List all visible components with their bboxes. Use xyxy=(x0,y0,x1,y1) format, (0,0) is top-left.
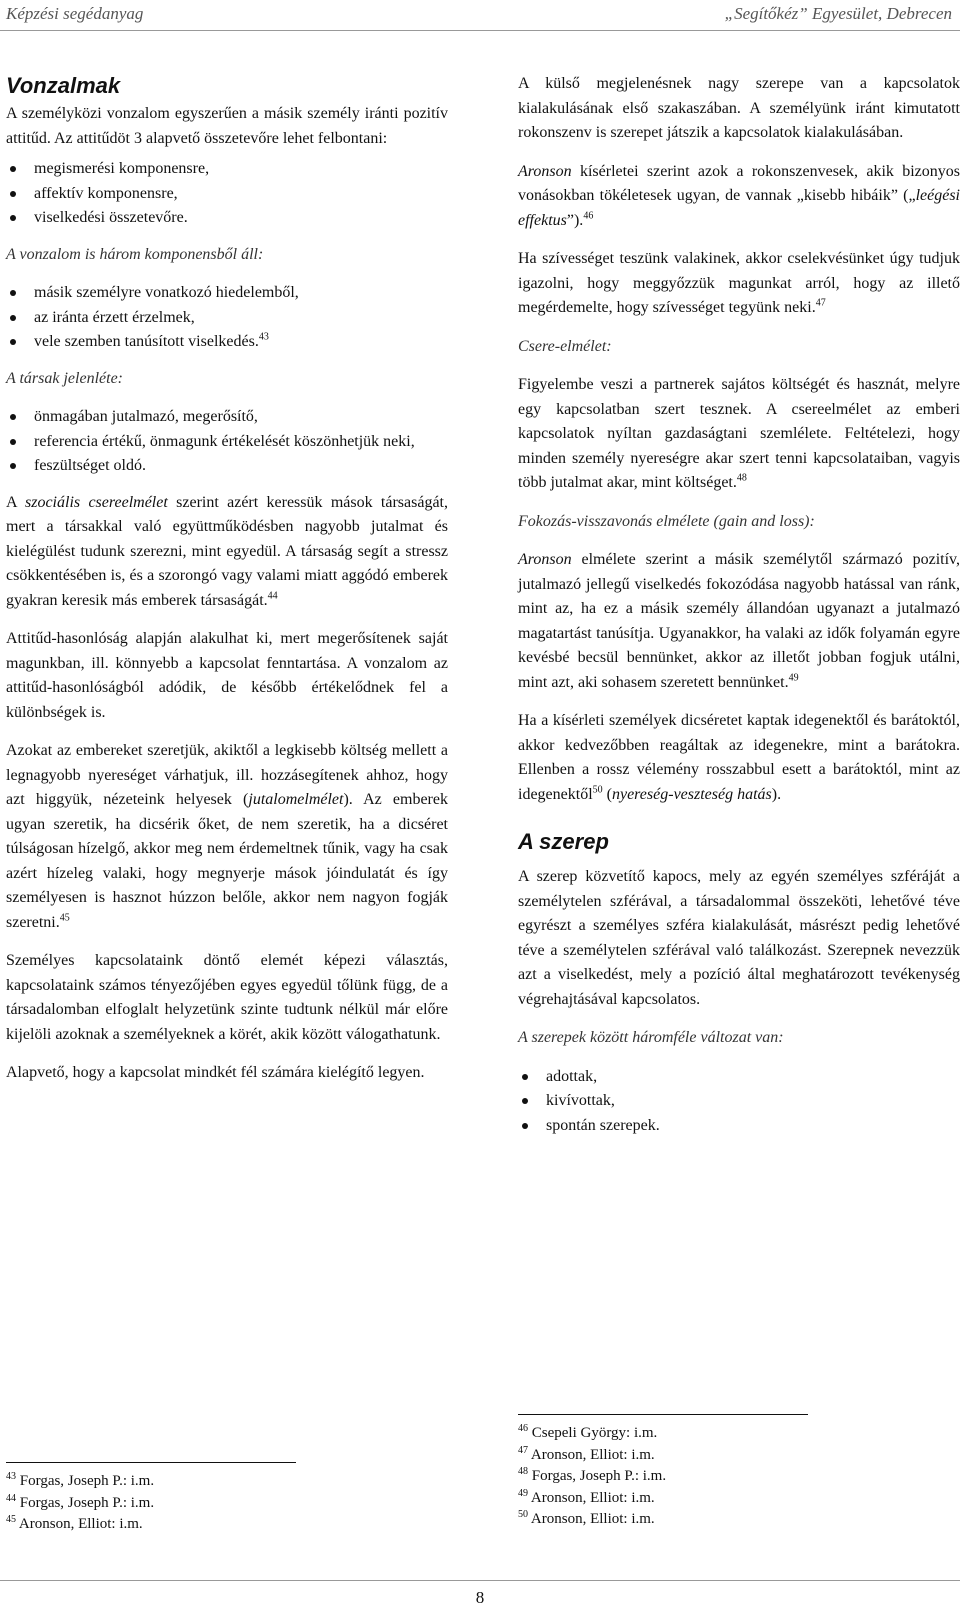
footnote-ref: 45 xyxy=(59,912,70,924)
term-aronson: Aronson xyxy=(518,551,572,568)
list-item: másik személyre vonatkozó hiedelemből, xyxy=(30,281,448,306)
section-title-vonzalmak: Vonzalmak xyxy=(6,73,121,98)
list-item: spontán szerepek. xyxy=(542,1114,960,1139)
footnotes-right xyxy=(518,1414,808,1531)
footnote-ref: 43 xyxy=(258,331,269,343)
list-item xyxy=(30,330,448,355)
list-item: kivívottak, xyxy=(542,1089,960,1114)
footnote-ref: 47 xyxy=(815,297,826,309)
list-item: viselkedési összetevőre. xyxy=(30,206,448,231)
paragraph-role-definition: A szerep közvetítő kapocs, mely az egyén személyes szféráját a személytelen szférával, a társadalommal összeköti, lehetővé téve egyrészt a személyes szféra kialakulását, másrészt pedig lehetővé téve a személytelen szférával való találkozást. Szerepnek nevezzük azt a viselkedést, mely a pozíció által meghatározott tevékenység végrehajtásával kapcsolatos. xyxy=(518,868,960,1008)
term-social-exchange: szociális csereelmélet xyxy=(25,493,168,511)
footnote: $^{50}$ Aronson, Elliot: i.m. xyxy=(518,1509,655,1527)
paragraph-mutual-satisfaction: Alapvető, hogy a kapcsolat mindkét fél számára kielégítő legyen. xyxy=(6,1064,425,1081)
footer-rule xyxy=(0,1580,960,1581)
term-gain-loss-effect: nyereség-veszteség hatás xyxy=(611,785,772,803)
paragraph-external-appearance: A külső megjelenésnek nagy szerepe van a kapcsolatok kialakulásának első szakaszában. A személyünk iránt kimutatott rokonszenv is szerepet játszik a kapcsolatok kialakulásában. xyxy=(518,75,960,141)
list-item: önmagában jutalmazó, megerősítő, xyxy=(30,405,448,430)
footnote-ref: 48 xyxy=(736,472,747,484)
attitude-components-list xyxy=(6,157,448,231)
term-aronson: Aronson xyxy=(518,162,572,180)
term-reward-theory: jutalomelmélet xyxy=(248,791,344,808)
subheading-csere-elmelet: Csere-elmélet: xyxy=(518,337,612,355)
header-right-text: „Segítőkéz” Egyesület, Debrecen xyxy=(724,4,952,23)
list-item: adottak, xyxy=(542,1065,960,1090)
page-number: 8 xyxy=(475,1588,485,1607)
page-header xyxy=(0,0,960,31)
footnote: $^{45}$ Aronson, Elliot: i.m. xyxy=(6,1514,143,1532)
footnote-separator xyxy=(518,1414,808,1415)
page-number-area xyxy=(0,1588,960,1608)
companions-presence-list xyxy=(6,405,448,479)
subheading-gain-loss: Fokozás-visszavonás elmélete (gain and loss): xyxy=(518,512,815,530)
term-pratfall-effect: leégési effektus xyxy=(518,187,960,229)
footnote: $^{46}$ Csepeli György: i.m. xyxy=(518,1423,658,1441)
section-title-szerep: A szerep xyxy=(518,829,609,854)
attraction-components-list xyxy=(6,281,448,355)
footnote: $^{43}$ Forgas, Joseph P.: i.m. xyxy=(6,1471,155,1489)
footnotes-left xyxy=(6,1462,296,1536)
right-column xyxy=(518,72,960,1150)
list-item: feszültséget oldó. xyxy=(30,454,448,479)
list-item-text: vele szemben tanúsított viselkedés. xyxy=(34,333,259,350)
subheading-vonzalom-komponensek: A vonzalom is három komponensből áll: xyxy=(6,245,264,263)
footnote: $^{47}$ Aronson, Elliot: i.m. xyxy=(518,1444,655,1463)
footnote-ref: 46 xyxy=(583,210,594,222)
role-types-list xyxy=(518,1065,960,1139)
list-item: megismerési komponensre, xyxy=(30,157,448,182)
paragraph-personal-relations: Személyes kapcsolataink döntő elemét képezi választás, kapcsolataink számos tényezőjében egyes egyedül tőlünk függ, de a társadalomban elfoglalt helyzetünk szinte tudtunk nélkül már előre kijelöli azoknak a személyeknek a körét, akik között válogathatunk. xyxy=(6,952,448,1043)
list-item: az iránta érzett érzelmek, xyxy=(30,306,448,331)
paragraph-favor: Ha szívességet teszünk valakinek, akkor cselekvésünket úgy tudjuk igazolni, hogy meggyőzzük magunkat arról, hogy az illető megérdemelte, hogy szívességet tegyünk neki.$^{47}$ xyxy=(518,250,960,316)
list-item: referencia értékű, önmagunk értékelését köszönhetjük neki, xyxy=(30,430,448,455)
footnote-ref: 44 xyxy=(267,590,278,602)
footnote: $^{44}$ Forgas, Joseph P.: i.m. xyxy=(6,1492,155,1511)
paragraph-social-exchange: A szociális csereelmélet szerint azért keressük mások társaságát, mert a társakkal való együttműködésben nagyobb jutalmat és kielégülést tudunk szerezni, mint egyedül. A társaság segít a stressz csökkentésében is, és a szorongó vagy valami miatt aggódó emberek gyakran keresik más emberek társaságát.$^{44}$ xyxy=(6,493,449,609)
footnote-separator xyxy=(6,1462,296,1463)
header-left-text: Képzési segédanyag xyxy=(6,4,144,23)
intro-paragraph: A személyközi vonzalom egyszerűen a másik személy iránti pozitív attitűd. Az attitűdöt 3 alapvető összetevőre lehet felbontani: xyxy=(6,105,448,147)
paragraph-exchange-theory: Figyelembe veszi a partnerek sajátos költségét és hasznát, melyre egy kapcsolatban szert tesznek. A csereelmélet az emberi kapcsolatok nyíltan gazdaságtani szemlélete. Feltételezi, hogy minden személy nyereségre akar szert tenni kapcsolataiban, vagyis több jutalmat akar, mint költséget.$^{48}$ xyxy=(518,376,960,491)
subheading-tarsak-jelenlete: A társak jelenléte: xyxy=(6,369,123,387)
footnote-ref: 49 xyxy=(788,672,799,684)
subheading-role-types: A szerepek között háromféle változat van: xyxy=(518,1029,784,1046)
list-item: affektív komponensre, xyxy=(30,182,448,207)
footnote: $^{48}$ Forgas, Joseph P.: i.m. xyxy=(518,1466,667,1484)
paragraph-praise-experiment: Ha a kísérleti személyek dicséretet kaptak idegenektől és barátoktól, akkor kedvezőbben reagáltak az idegenekre, mint a barátokra. Ellenben a rossz vélemény rosszabbul esett a barátoktól, mint az idegenektől$^{50}$ (nyereség-veszteség hatás). xyxy=(518,712,960,803)
left-column xyxy=(6,72,448,1100)
paragraph-reward-theory: Azokat az embereket szeretjük, akiktől a legkisebb költség mellett a legnagyobb nyereséget várhatjuk, ill. hozzásegítenek ahhoz, hogy azt higgyük, nézeteink helyesek (jutalomelmélet). Az emberek ugyan szeretik, ha dicsérik őket, de nem szeretik, ha a dicséret túlságosan hízelgő, akkor meg nem érdemeltnek tűnik, vagy ha csak azért hízeleg valaki, hogy megnyerje mások jóindulatát és így személyesen is hasznot húzzon belőle, akkor nem nagyon fogják szeretni.$^{45}$ xyxy=(6,742,448,931)
footnote: $^{49}$ Aronson, Elliot: i.m. xyxy=(518,1487,655,1506)
paragraph-attitude-similarity: Attitűd-hasonlóság alapján alakulhat ki, mert megerősítenek saját magunkban, ill. könnyebb a kapcsolat fenntartása. A vonzalom az attitűd-hasonlóságból adódik, de később értékelődnek fel a különbségek is. xyxy=(6,630,448,721)
paragraph-gain-loss-theory: Aronson elmélete szerint a másik személytől származó pozitív, jutalmazó jellegű viselkedés fokozódása nagyobb hatással van ránk, mint az, ha ez a másik személy állandóan ugyanazt a jutalmazó magatartást tanúsítja. Ugyanakkor, ha valaki az idők folyamán egyre kevésbé becsül bennünket, akkor az illetőt jobban fogjuk utálni, mint azt, aki sohasem szeretett bennünket.$^{49}$ xyxy=(518,551,960,691)
footnote-ref: 50 xyxy=(592,784,603,796)
paragraph-aronson-experiments: Aronson kísérletei szerint azok a rokonszenvesek, akik bizonyos vonásokban tökéletesek ugyan, de vannak „kisebb hibáik” („leégési effektus”).$^{46}$ xyxy=(518,162,960,229)
